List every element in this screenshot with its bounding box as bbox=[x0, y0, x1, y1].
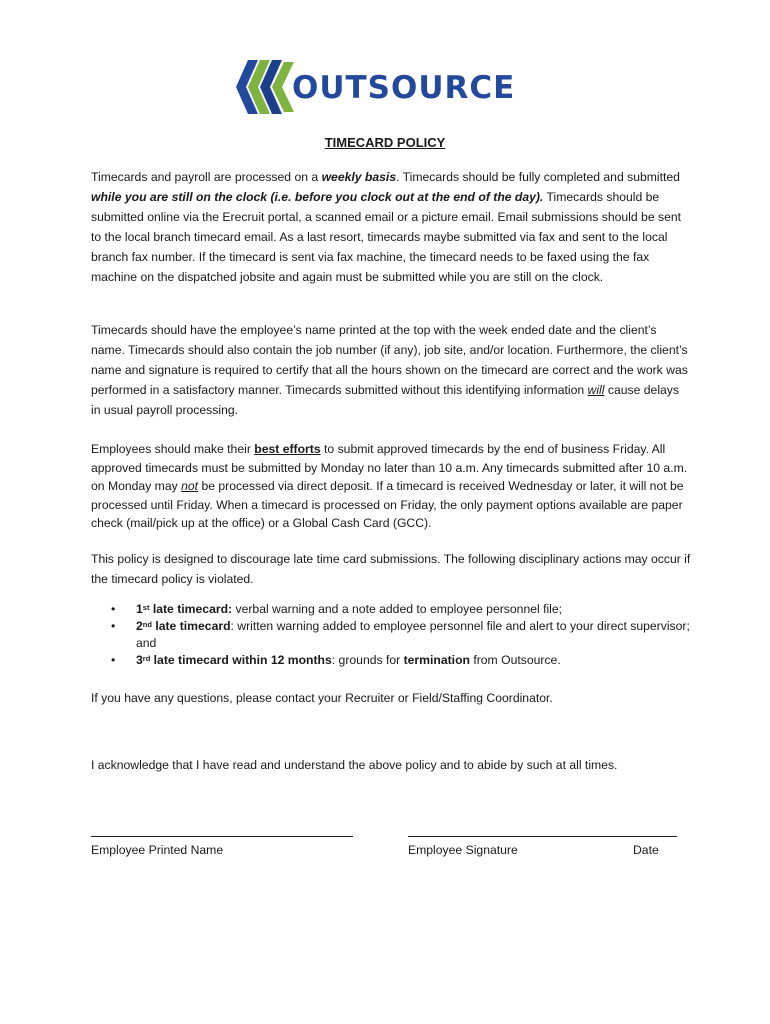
paragraph-questions: If you have any questions, please contact your Recruiter or Field/Staffing Coordinator. bbox=[91, 691, 553, 705]
disciplinary-list bbox=[91, 601, 691, 669]
policy-title: TIMECARD POLICY bbox=[324, 135, 446, 150]
date-label: Date bbox=[633, 843, 659, 857]
list-item: • 1st late timecard: verbal warning and a note added to employee personnel file; bbox=[111, 602, 563, 616]
paragraph-acknowledgement: I acknowledge that I have read and understand the above policy and to abide by such at all times. bbox=[91, 758, 618, 772]
signature-label: Employee Signature bbox=[408, 843, 518, 857]
paragraph-requirements: Timecards should have the employee’s name printed at the top with the week ended date and the client’s name. Timecards should also contain the job number (if any), job site, and/or location. Furthermore, the client’s name and signature is required to certify that all the hours shown on the timecard are correct and the work was performed in a satisfactory manner. Timecards submitted without this identifying information will cause delays in usual payroll processing. bbox=[91, 323, 688, 417]
paragraph-deadlines: Employees should make their best efforts to submit approved timecards by the end of business Friday. All approved timecards must be submitted by Monday no later than 10 a.m. Any timecards submitted after 10 a.m. on Monday may not be processed via direct deposit. If a timecard is received Wednesday or later, it will not be processed until Friday. When a timecard is processed on Friday, the only payment options available are paper check (mail/pick up at the office) or a Global Cash Card (GCC). bbox=[91, 442, 688, 530]
printed-name-label: Employee Printed Name bbox=[91, 843, 224, 857]
outsource-logo bbox=[236, 58, 530, 118]
list-item: • 3rd late timecard within 12 months: grounds for termination from Outsource. bbox=[111, 653, 561, 667]
logo-text: OUTSOURCE bbox=[292, 70, 516, 106]
chevron-logo-icon bbox=[236, 58, 296, 118]
printed-name-line[interactable] bbox=[91, 836, 353, 837]
paragraph-policy-intro: This policy is designed to discourage late time card submissions. The following disciplinary actions may occur if the timecard policy is violated. bbox=[91, 552, 691, 586]
list-item: • 2nd late timecard: written warning added to employee personnel file and alert to your direct supervisor; and bbox=[111, 619, 690, 650]
paragraph-processing: Timecards and payroll are processed on a weekly basis. Timecards should be fully completed and submitted while you are still on the clock (i.e. before you clock out at the end of the day). Timecards should be submitted online via the Erecruit portal, a scanned email or a picture email. Email submissions should be sent to the local branch timecard email. As a last resort, timecards maybe submitted via fax and sent to the local branch fax number. If the timecard is sent via fax machine, the timecard needs to be faxed using the fax machine on the dispatched jobsite and again must be submitted while you are still on the clock. bbox=[91, 170, 682, 284]
signature-date-line[interactable] bbox=[408, 836, 677, 837]
